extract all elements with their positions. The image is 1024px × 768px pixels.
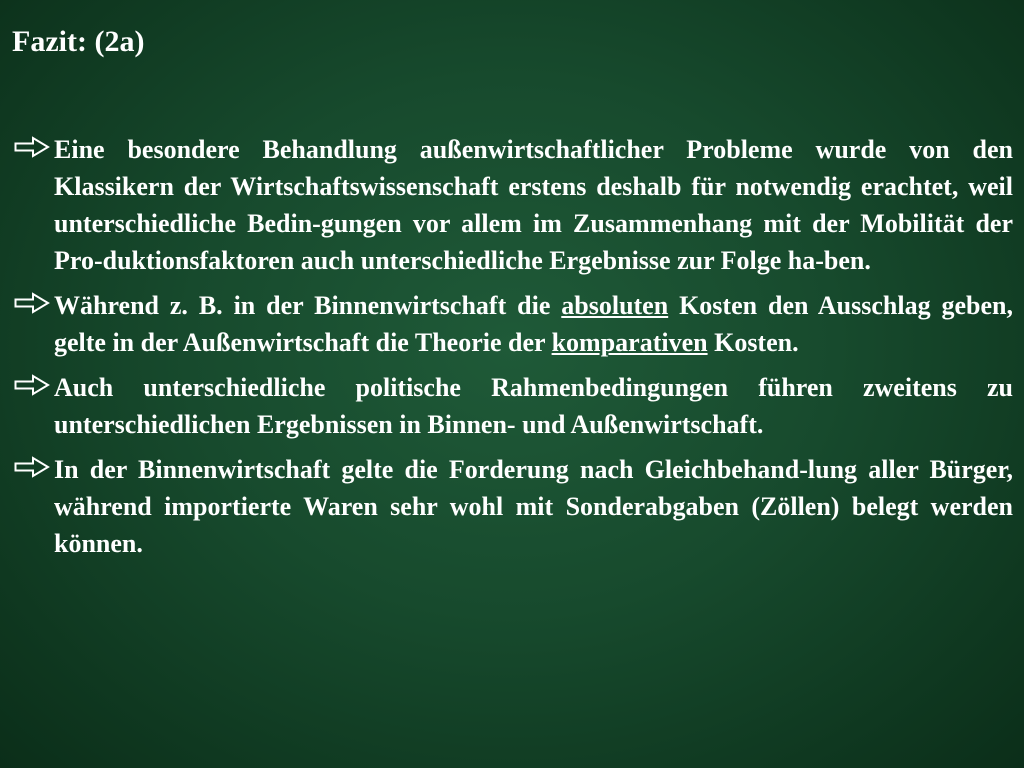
outline-arrow-right-icon: [14, 456, 50, 478]
bullet-text-segment: Während z. B. in der Binnenwirtschaft die: [54, 291, 562, 320]
bullet-text: In der Binnenwirtschaft gelte die Forderung nach Gleichbehand-lung aller Bürger, während importierte Waren sehr wohl mit Sonderabgaben (Zöllen) belegt werden können.: [54, 455, 1013, 558]
bullet-item: [14, 131, 1013, 279]
slide-title: Fazit: (2a): [12, 25, 145, 58]
bullet-item: [14, 369, 1013, 443]
bullet-item: [14, 287, 1013, 361]
outline-arrow-right-icon: [14, 374, 50, 396]
bullet-text: Auch unterschiedliche politische Rahmenbedingungen führen zweitens zu unterschiedlichen Ergebnissen in Binnen- und Außenwirtschaft.: [54, 373, 1013, 439]
bullet-text: Eine besondere Behandlung außenwirtschaftlicher Probleme wurde von den Klassikern der Wirtschaftswissenschaft erstens deshalb für notwendig erachtet, weil unterschiedliche Bedin-gungen vor allem im Zusammenhang mit der Mobilität der Pro-duktionsfaktoren auch unterschiedliche Ergebnisse zur Folge ha-ben.: [54, 135, 1013, 275]
bullet-text-segment: Kosten den Ausschlag geben, gelte in der Außenwirtschaft die Theorie der: [54, 291, 1014, 357]
bullet-text-segment: Kosten.: [707, 328, 799, 357]
bullet-list: [14, 131, 1013, 570]
bullet-item: [14, 451, 1013, 562]
outline-arrow-right-icon: [14, 136, 50, 158]
outline-arrow-right-icon: [14, 292, 50, 314]
underlined-term: komparativen: [551, 328, 708, 357]
underlined-term: absoluten: [561, 291, 669, 320]
